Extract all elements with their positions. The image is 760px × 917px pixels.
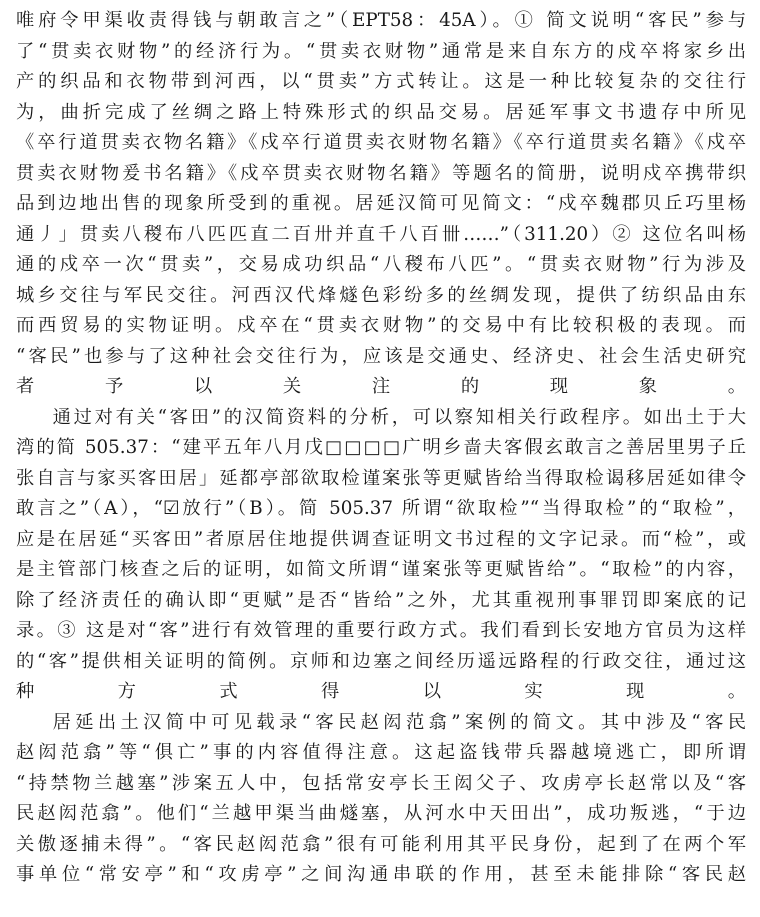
text-line: 通过对有关“客田”的汉简资料的分析，可以察知相关行政程序。如出土于大	[52, 406, 746, 428]
text-line: 除了经济责任的确认即“更赋”是否“皆给”之外，尤其重视刑事罪罚即案底的记	[16, 589, 746, 611]
text-line: 的“客”提供相关证明的简例。京师和边塞之间经历遥远路程的行政交往，通过这	[16, 650, 746, 672]
text-line: 通丿」贯卖八稯布八匹匹直二百卅并直千八百卌……”（311.20）② 这位名叫杨	[16, 223, 746, 245]
text-line: 敢言之”（A），“☑放行”（B）。简 505.37 所谓“欲取检”“当得取检”的“取检”，	[16, 498, 746, 519]
text-line: 产的织品和衣物带到河西，以“贯卖”方式转让。这是一种比较复杂的交往行	[16, 71, 746, 92]
text-line: 而西贸易的实物证明。戍卒在“贯卖衣财物”的交易中有比较积极的表现。而	[16, 315, 746, 336]
text-line: “持禁物兰越塞”涉案五人中，包括常安亭长王闳父子、攻虏亭长赵常以及“客	[16, 772, 746, 794]
text-line: “客民”也参与了这种社会交往行为，应该是交通史、经济史、社会生活史研究	[16, 345, 746, 367]
paragraph-2	[16, 403, 746, 708]
text-line: 录。③ 这是对“客”进行有效管理的重要行政方式。我们看到长安地方官员为这样	[16, 620, 746, 641]
document-page	[16, 6, 746, 891]
text-line: 品到边地出售的现象所受到的重视。居延汉简可见简文：“戍卒魏郡贝丘巧里杨	[16, 193, 746, 214]
text-line: 种方式得以实现。	[16, 681, 746, 702]
text-line: 者予以关注的现象。	[16, 376, 746, 397]
text-line: 张自言与家买客田居」延都亭部欲取检谨案张等更赋皆给当得取检谒移居延如律令	[16, 467, 746, 489]
text-line: 关傲逐捕未得”。“客民赵闳范翕”很有可能利用其平民身份，起到了在两个军	[16, 833, 746, 855]
text-line: 了“贯卖衣财物”的经济行为。“贯卖衣财物”通常是来自东方的戍卒将家乡出	[16, 40, 746, 62]
paragraph-1	[16, 6, 746, 403]
text-line: 应是在居延“买客田”者原居住地提供调查证明文书过程的文字记录。而“检”，或	[16, 528, 746, 550]
text-line: 湾的简 505.37：“建平五年八月戊□□□□广明乡啬夫客假玄敢言之善居里男子丘	[16, 437, 746, 458]
text-line: 《卒行道贯卖衣物名籍》《戍卒行道贯卖衣财物名籍》《卒行道贯卖名籍》《戍卒	[16, 132, 746, 153]
text-line: 唯府令甲渠收责得钱与朝敢言之”（EPT58：45A）。① 简文说明“客民”参与	[16, 10, 746, 31]
text-line: 是主管部门核查之后的证明，如简文所谓“谨案张等更赋皆给”。“取检”的内容，	[16, 559, 746, 580]
paragraph-3	[16, 708, 746, 891]
text-line: 居延出土汉简中可见载录“客民赵闳范翕”案例的简文。其中涉及“客民	[52, 711, 746, 733]
text-line: 事单位“常安亭”和“攻虏亭”之间沟通串联的作用，甚至未能排除“客民赵	[16, 864, 746, 885]
text-line: 民赵闳范翕”。他们“兰越甲渠当曲燧塞，从河水中天田出”，成功叛逃，“于边	[16, 803, 746, 824]
text-line: 城乡交往与军民交往。河西汉代烽燧色彩纷多的丝绸发现，提供了纺织品由东	[16, 284, 746, 306]
text-line: 贯卖衣财物爰书名籍》《戍卒贯卖衣财物名籍》等题名的简册，说明戍卒携带织	[16, 162, 746, 184]
text-line: 通的戍卒一次“贯卖”，交易成功织品“八稯布八匹”。“贯卖衣财物”行为涉及	[16, 254, 746, 275]
text-line: 为，曲折完成了丝绸之路上特殊形式的织品交易。居延军事文书遗存中所见	[16, 101, 746, 123]
text-line: 赵闳范翕”等“俱亡”事的内容值得注意。这起盗钱带兵器越境逃亡，即所谓	[16, 742, 746, 763]
